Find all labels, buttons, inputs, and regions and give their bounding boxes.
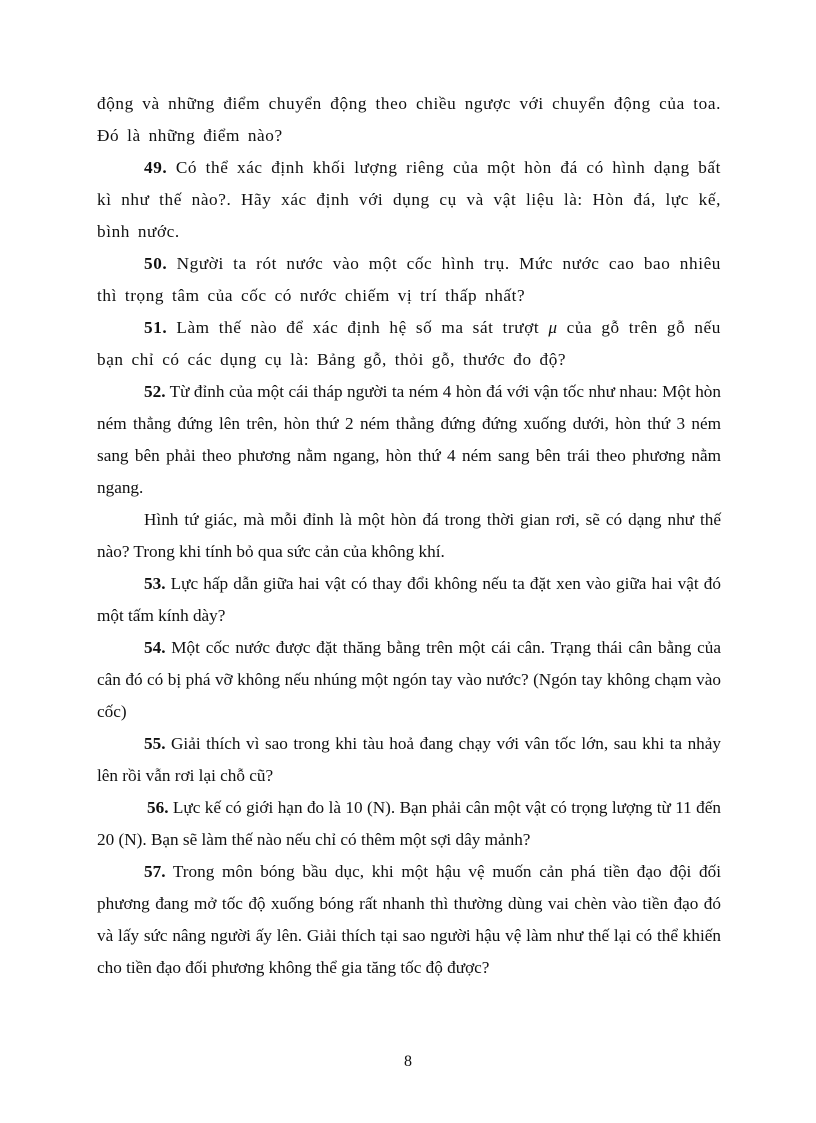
question-number: 55.: [144, 734, 166, 753]
question-49: [97, 152, 721, 248]
question-number: 51.: [144, 318, 168, 337]
question-53: [97, 568, 721, 632]
question-number: 53.: [144, 574, 166, 593]
question-51: [97, 312, 721, 376]
question-text: Trong môn bóng bầu dục, khi một hậu vệ muốn cản phá tiền đạo đội đối phương đang mở tốc độ xuống bóng rất nhanh thì thường dùng vai chèn vào tiền đạo đó và lấy sức nâng người ấy lên. Giải thích tại sao người hậu vệ làm như thế lại có thể khiến cho tiền đạo đối phương không thể gia tăng tốc độ được?: [97, 862, 721, 977]
question-number: 56.: [147, 798, 169, 817]
question-50: [97, 248, 721, 312]
question-number: 49.: [144, 158, 168, 177]
question-52-continuation: [97, 504, 721, 568]
document-page-body: [97, 88, 721, 984]
question-continuation-text: Hình tứ giác, mà mỗi đỉnh là một hòn đá trong thời gian rơi, sẽ có dạng như thế nào? Trong khi tính bỏ qua sức cản của không khí.: [97, 510, 721, 561]
question-57: [97, 856, 721, 984]
question-text: Lực kế có giới hạn đo là 10 (N). Bạn phải cân một vật có trọng lượng từ 11 đến 20 (N). Bạn sẽ làm thế nào nếu chỉ có thêm một sợi dây mảnh?: [97, 798, 721, 849]
question-number: 52.: [144, 382, 166, 401]
question-56: [97, 792, 721, 856]
question-55: [97, 728, 721, 792]
question-number: 50.: [144, 254, 168, 273]
question-number: 54.: [144, 638, 166, 657]
continuation-text: động và những điểm chuyển động theo chiều ngược với chuyển động của toa. Đó là những điểm nào?: [97, 94, 721, 145]
question-text: Lực hấp dẫn giữa hai vật có thay đổi không nếu ta đặt xen vào giữa hai vật đó một tấm kính dày?: [97, 574, 721, 625]
question-text: Một cốc nước được đặt thăng bằng trên một cái cân. Trạng thái cân bằng của cân đó có bị phá vỡ không nếu nhúng một ngón tay vào nước? (Ngón tay không chạm vào cốc): [97, 638, 721, 721]
question-text-after: của gỗ trên gỗ nếu bạn chỉ có các dụng cụ là: Bảng gỗ, thỏi gỗ, thước đo độ?: [97, 318, 721, 369]
friction-coefficient-symbol: μ: [548, 318, 558, 337]
question-text-before: Làm thế nào để xác định hệ số ma sát trượt: [167, 318, 549, 337]
question-number: 57.: [144, 862, 166, 881]
question-52: [97, 376, 721, 504]
question-text: Giải thích vì sao trong khi tàu hoả đang chạy với vân tốc lớn, sau khi ta nhảy lên rồi vẫn rơi lại chỗ cũ?: [97, 734, 721, 785]
question-text: Từ đỉnh của một cái tháp người ta ném 4 hòn đá với vận tốc như nhau: Một hòn ném thẳng đứng lên trên, hòn thứ 2 ném thẳng đứng đứng xuống dưới, hòn thứ 3 ném sang bên phải theo phương nằm ngang, hòn thứ 4 ném sang bên trái theo phương nằm ngang.: [97, 382, 721, 497]
page-number: 8: [404, 1053, 412, 1070]
question-text: Có thể xác định khối lượng riêng của một hòn đá có hình dạng bất kì như thế nào?. Hãy xác định với dụng cụ và vật liệu là: Hòn đá, lực kế, bình nước.: [97, 158, 721, 241]
continuation-paragraph: [97, 88, 721, 152]
question-54: [97, 632, 721, 728]
question-text: Người ta rót nước vào một cốc hình trụ. Mức nước cao bao nhiêu thì trọng tâm của cốc có nước chiếm vị trí thấp nhất?: [97, 254, 721, 305]
